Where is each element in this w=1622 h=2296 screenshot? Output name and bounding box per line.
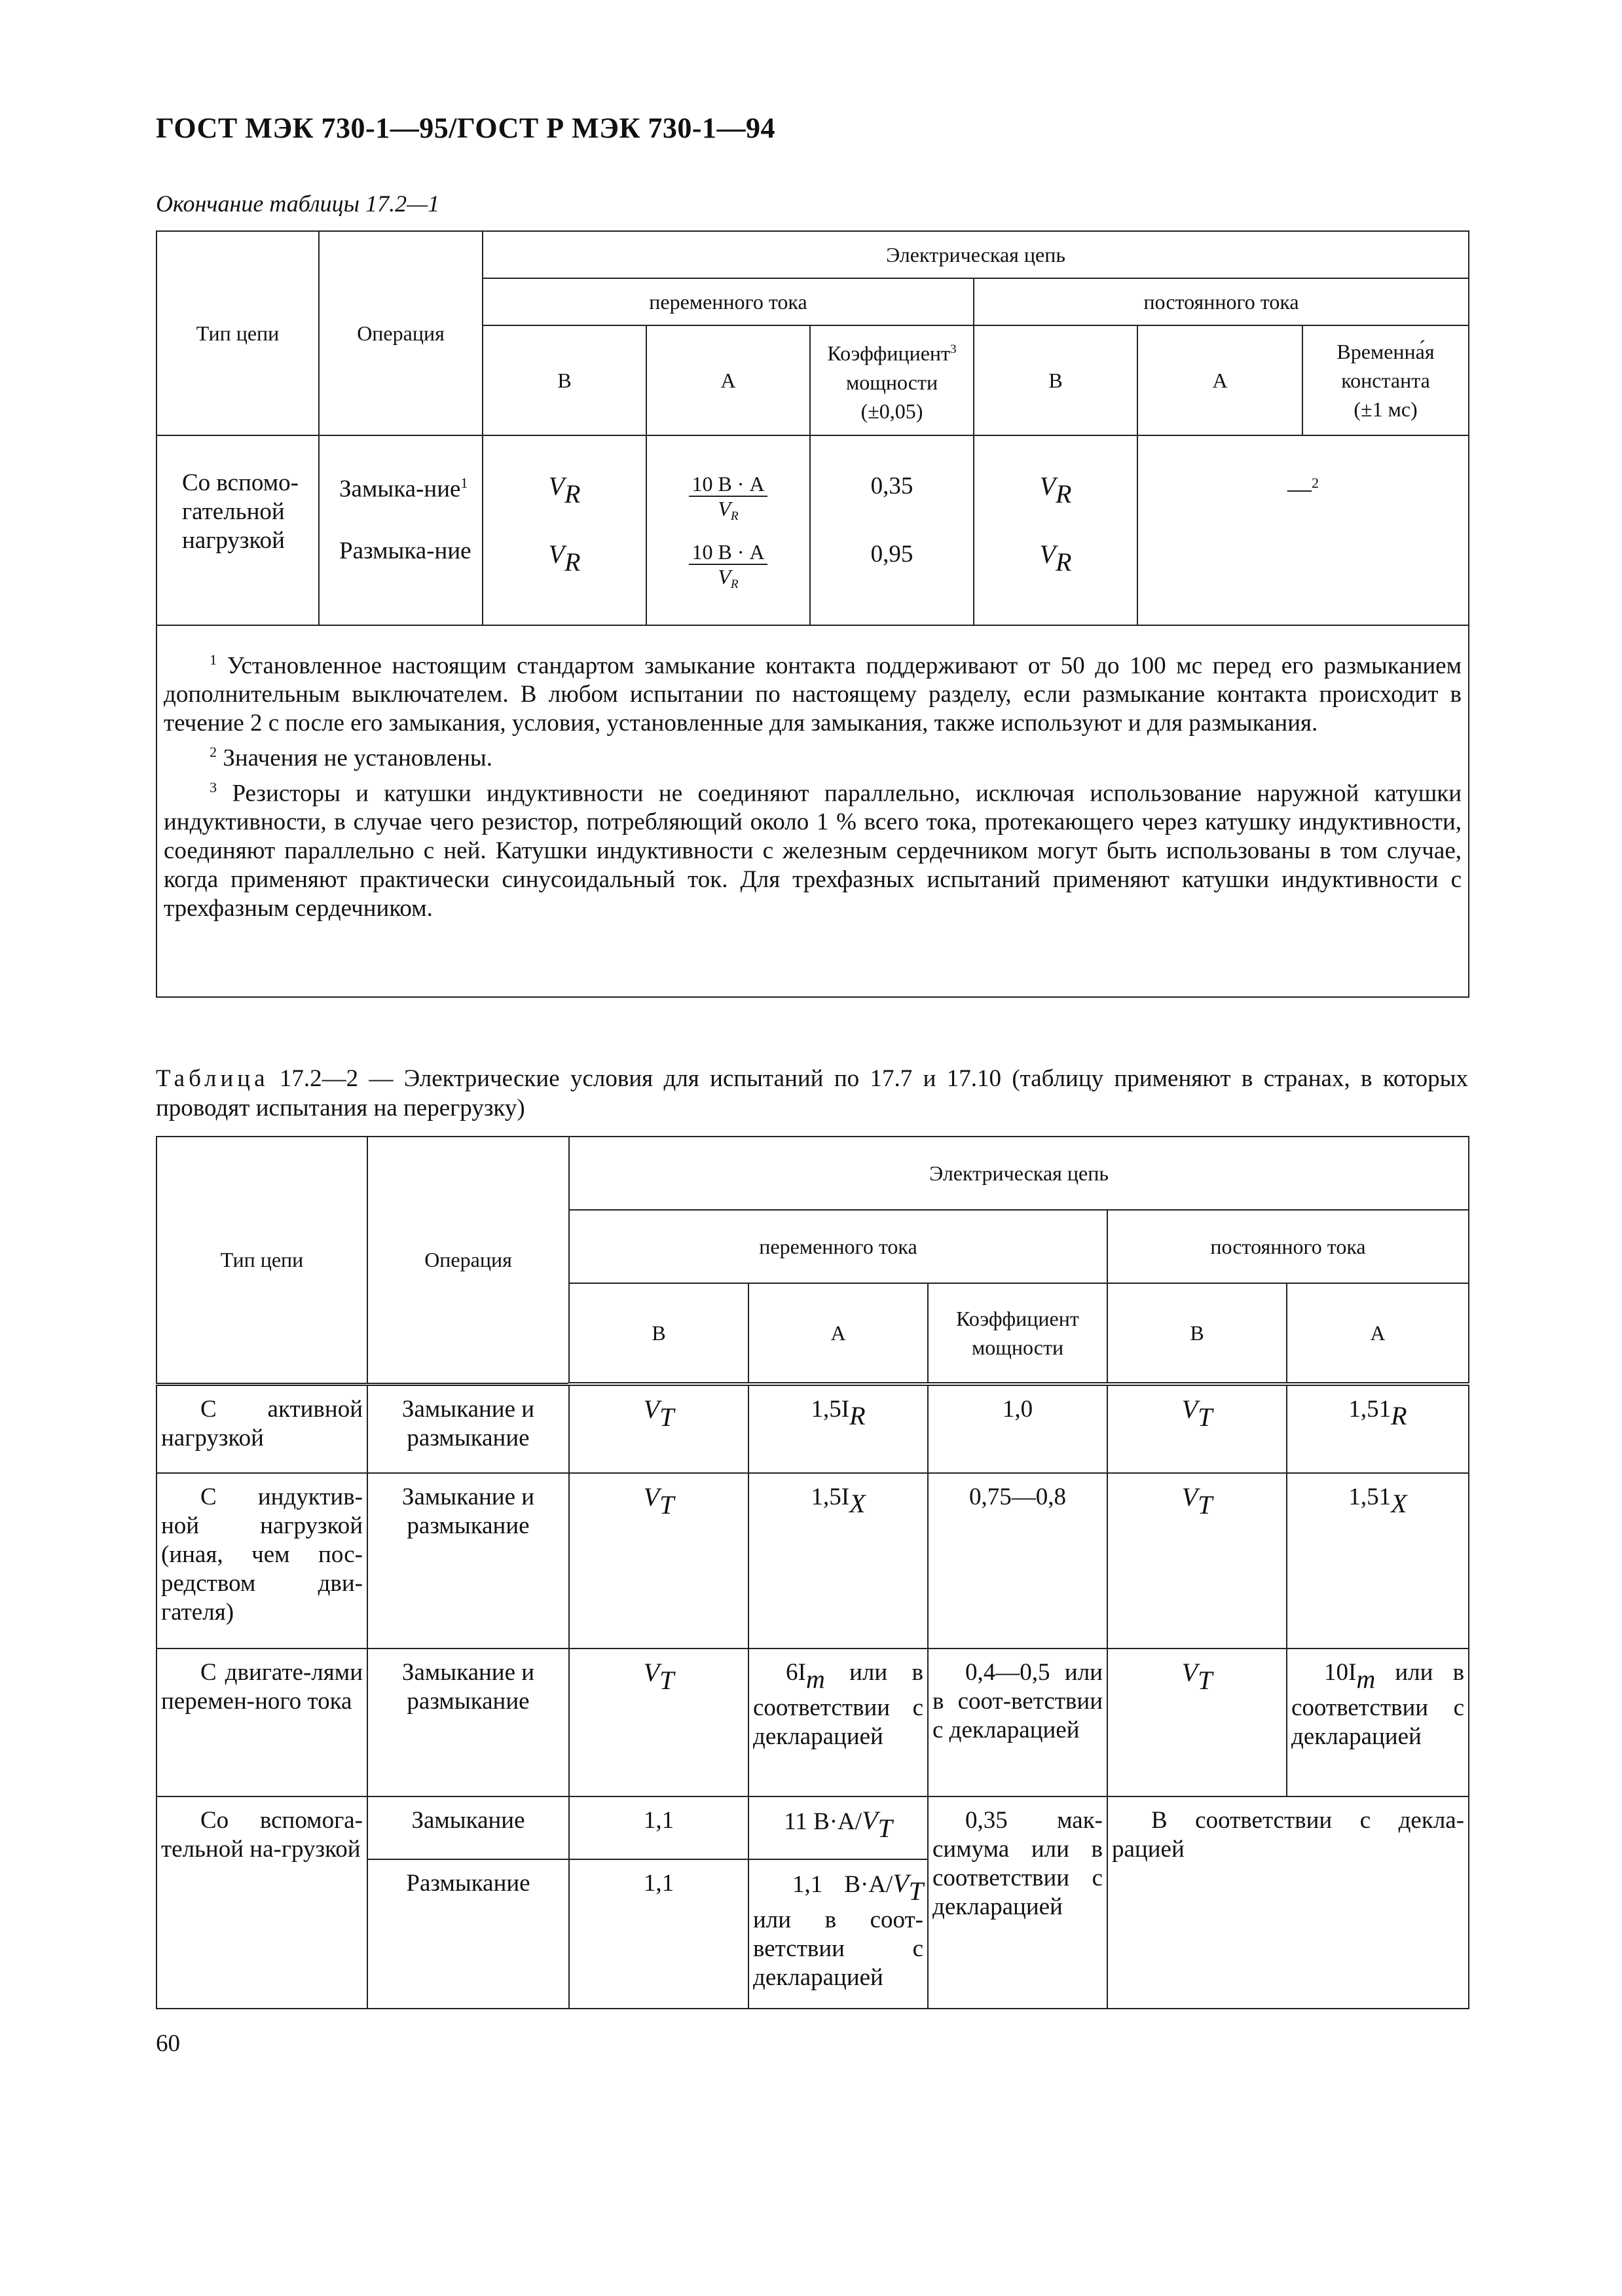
t2-row-aux-v1: 1,1 [569, 1796, 748, 1859]
row-type: Со вспомо-гательной нагрузкой [157, 435, 319, 625]
row-power-factor: 0,35 0,95 [810, 435, 974, 625]
t2-row-inductive-pf: 0,75—0,8 [928, 1473, 1107, 1649]
t2-row-resistive-a: $1,5I_R$ [748, 1384, 928, 1473]
t2-row-resistive-dca: $1,51_R$ [1287, 1384, 1469, 1473]
row-dc-rest: —$^2$ [1137, 435, 1469, 625]
t2-row-aux-op1: Замыкание [367, 1796, 569, 1859]
t2-row-motor-a: $6I_m$ или в соответствии с декларацией [748, 1649, 928, 1796]
table1-caption: Окончание таблицы 17.2—1 [156, 191, 440, 217]
row-ac-a: $\frac{10 В \cdot А}{V_R}$ $\frac{10 В \cdot А}{V_R}$ [646, 435, 810, 625]
t2-row-inductive-v: $V_T$ [569, 1473, 748, 1649]
header-dc-a: А [1212, 369, 1228, 392]
t2-row-resistive-v: $V_T$ [569, 1384, 748, 1473]
header-time-constant: Временна́я константа (±1 мс) [1302, 326, 1468, 435]
table-17-2-1 [156, 230, 1469, 998]
t2-header-ac-v: В [569, 1283, 748, 1384]
t2-row-motor-op: Замыкание и размыкание [367, 1649, 569, 1796]
header-ac-a: А [646, 325, 810, 435]
t2-row-aux-dc: В соответствии с декла-рацией [1107, 1796, 1469, 2009]
header-operation: Операция [319, 231, 483, 435]
header-ac-v: В [483, 325, 646, 435]
header-power-factor: Коэффициент$^3$ мощности (±0,05) [810, 325, 974, 435]
t2-row-aux-op2: Размыкание [367, 1859, 569, 2009]
t2-row-motor-dca: $10I_m$ или в соответствии с декларацией [1287, 1649, 1469, 1796]
t2-row-resistive-type: С активной нагрузкой [157, 1384, 367, 1473]
t2-row-inductive-dca: $1,51_X$ [1287, 1473, 1469, 1649]
t2-row-inductive-dcv: $V_T$ [1107, 1473, 1287, 1649]
t2-header-dc-a: А [1287, 1283, 1469, 1384]
t2-row-resistive-pf: 1,0 [928, 1384, 1107, 1473]
t2-header-dc: постоянного тока [1107, 1210, 1469, 1283]
header-dc-a-tc [1137, 325, 1469, 435]
t2-row-motor-type: С двигате-лями перемен-ного тока [157, 1649, 367, 1796]
table2-caption: Таблица 17.2—2 — Электрические условия для испытаний по 17.7 и 17.10 (таблицу применяют в странах, в которых проводят испытания на перегрузку) [156, 1065, 1469, 1121]
document-header: ГОСТ МЭК 730-1—95/ГОСТ Р МЭК 730-1—94 [156, 112, 776, 144]
header-dc: постоянного тока [974, 278, 1469, 325]
t2-row-resistive-op: Замыкание и размыкание [367, 1384, 569, 1473]
t2-row-motor-pf: 0,4—0,5 или в соот-ветствии с декларацией [928, 1649, 1107, 1796]
t2-row-resistive-dcv: $V_T$ [1107, 1384, 1287, 1473]
t2-header-circuit-type: Тип цепи [157, 1137, 367, 1384]
t2-row-inductive-a: $1,5I_X$ [748, 1473, 928, 1649]
header-electric-circuit: Электрическая цепь [483, 231, 1469, 278]
footnote-2: $^2$ Значения не установлены. [210, 744, 493, 772]
t2-row-inductive-op: Замыкание и размыкание [367, 1473, 569, 1649]
header-circuit-type: Тип цепи [157, 231, 319, 435]
page-number: 60 [156, 2030, 180, 2057]
footnote-3: $^3$ Резисторы и катушки индуктивности не соединяют параллельно, исключая использование наружной катушки индуктивности, в случае чего резистор, потребляющий около 1 % всего тока, протекающего через катушку индуктивности, соединяют параллельно с ней. Катушки индуктивности с железным сердечником могут быть использованы в том случае, когда применяют практически синусоидальный ток. Для трехфазных испытаний применяют катушки индуктивности с трехфазным сердечником. [164, 778, 1462, 922]
t2-header-ac-a: А [748, 1283, 928, 1384]
row-dc-v: $V_R$ $V_R$ [974, 435, 1137, 625]
table-17-2-2 [156, 1136, 1469, 2009]
t2-row-aux-a1: 11 $В\cdot А/V_T$ [748, 1796, 928, 1859]
t2-header-electric-circuit: Электрическая цепь [569, 1137, 1469, 1210]
t2-header-ac: переменного тока [569, 1210, 1107, 1283]
t2-row-motor-dcv: $V_T$ [1107, 1649, 1287, 1796]
row-ac-v: $V_R$ $V_R$ [483, 435, 646, 625]
t2-header-dc-v: В [1107, 1283, 1287, 1384]
table1-footnotes [157, 625, 1469, 997]
t2-row-aux-type: Со вспомога-тельной на-грузкой [157, 1796, 367, 2009]
t2-header-power-factor: Коэффициент мощности [928, 1283, 1107, 1384]
t2-row-aux-a2: 1,1 $В\cdot А/V_T$ или в соот-ветствии с декларацией [748, 1859, 928, 2009]
t2-row-aux-v2: 1,1 [569, 1859, 748, 2009]
row-operation: Замыка-ние$^1$ Размыка-ние [319, 435, 483, 625]
header-dc-v: В [974, 325, 1137, 435]
footnote-1: $^1$ Установленное настоящим стандартом замыкание контакта поддерживают от 50 до 100 мс перед его размыканием дополнительным выключателем. В любом испытании по настоящему разделу, если размыкание контакта происходит в течение 2 с после его замыкания, условия, установленные для замыкания, также используют и для размыкания. [164, 651, 1462, 737]
header-ac: переменного тока [483, 278, 974, 325]
t2-row-aux-pf: 0,35 мак-симума или в соответствии с декларацией [928, 1796, 1107, 2009]
t2-row-inductive-type: С индуктив-ной нагрузкой (иная, чем пос-редством дви-гателя) [157, 1473, 367, 1649]
t2-row-motor-v: $V_T$ [569, 1649, 748, 1796]
t2-header-operation: Операция [367, 1137, 569, 1384]
